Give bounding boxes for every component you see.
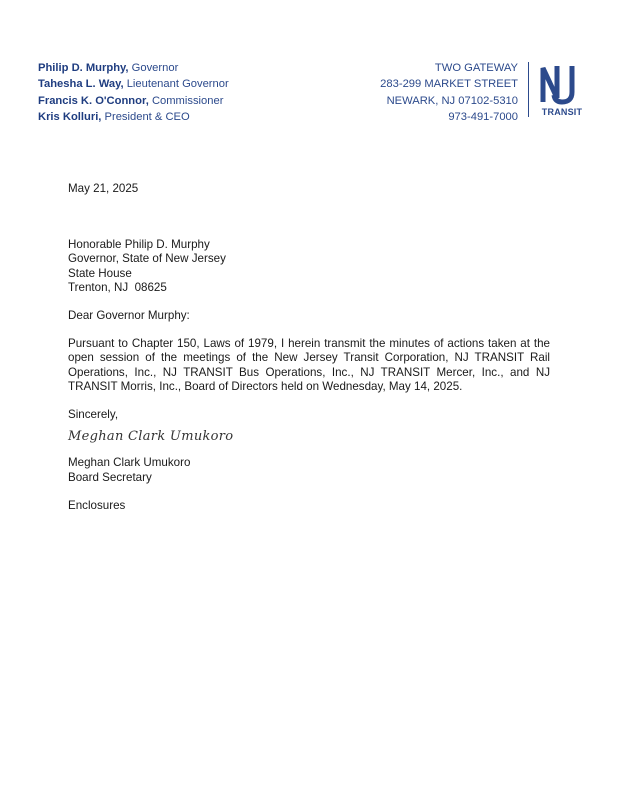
address-line: 283-299 MARKET STREET [380,78,518,91]
official-title: Lieutenant Governor [126,78,229,91]
address-line: TWO GATEWAY [434,62,518,74]
salutation: Dear Governor Murphy: [68,309,190,323]
letter-body [68,182,550,513]
official-commissioner [38,93,229,109]
letterhead-divider [528,62,529,117]
recipient-address [68,238,550,295]
handwritten-signature: Meghan Clark Umukoro [68,429,234,445]
official-title: Governor [131,62,179,74]
signer-block [68,456,550,484]
official-lt-governor [38,76,229,92]
recipient-line: Governor, State of New Jersey [68,252,226,266]
official-name: Philip D. Murphy, [38,62,129,74]
recipient-line: Honorable Philip D. Murphy [68,238,210,252]
officials-list [38,60,229,125]
signer-name: Meghan Clark Umukoro [68,456,191,470]
letter-date: May 21, 2025 [68,182,139,195]
office-address [380,60,518,125]
nj-transit-logo [538,62,586,118]
official-title: President & CEO [104,110,190,123]
enclosures-note: Enclosures [68,498,126,512]
recipient-line: Trenton, NJ 08625 [68,280,167,294]
official-title: Commissioner [151,94,224,107]
logo-wordmark: TRANSIT [541,107,583,117]
signer-title: Board Secretary [68,470,152,484]
address-line: NEWARK, NJ 07102-5310 [386,94,518,107]
recipient-line: State House [68,266,132,280]
official-president [38,109,229,125]
official-name: Tahesha L. Way, [38,78,124,91]
official-name: Francis K. O'Connor, [38,94,149,107]
closing: Sincerely, [68,408,119,422]
official-governor [38,60,229,76]
nj-logo-mark [538,62,586,106]
body-paragraph: Pursuant to Chapter 150, Laws of 1979, I herein transmit the minutes of actions taken at the open session of the meetings of the New Jersey Transit Corporation, NJ TRANSIT Rail Operations, Inc., NJ TRANSIT Bus Operations, Inc., NJ TRANSIT Mercer, Inc., and NJ TRANSIT Morris, Inc., Board of Directors held on Wednesday, May 14, 2025. [68,337,550,393]
phone-number: 973-491-7000 [448,110,518,123]
official-name: Kris Kolluri, [38,110,102,123]
